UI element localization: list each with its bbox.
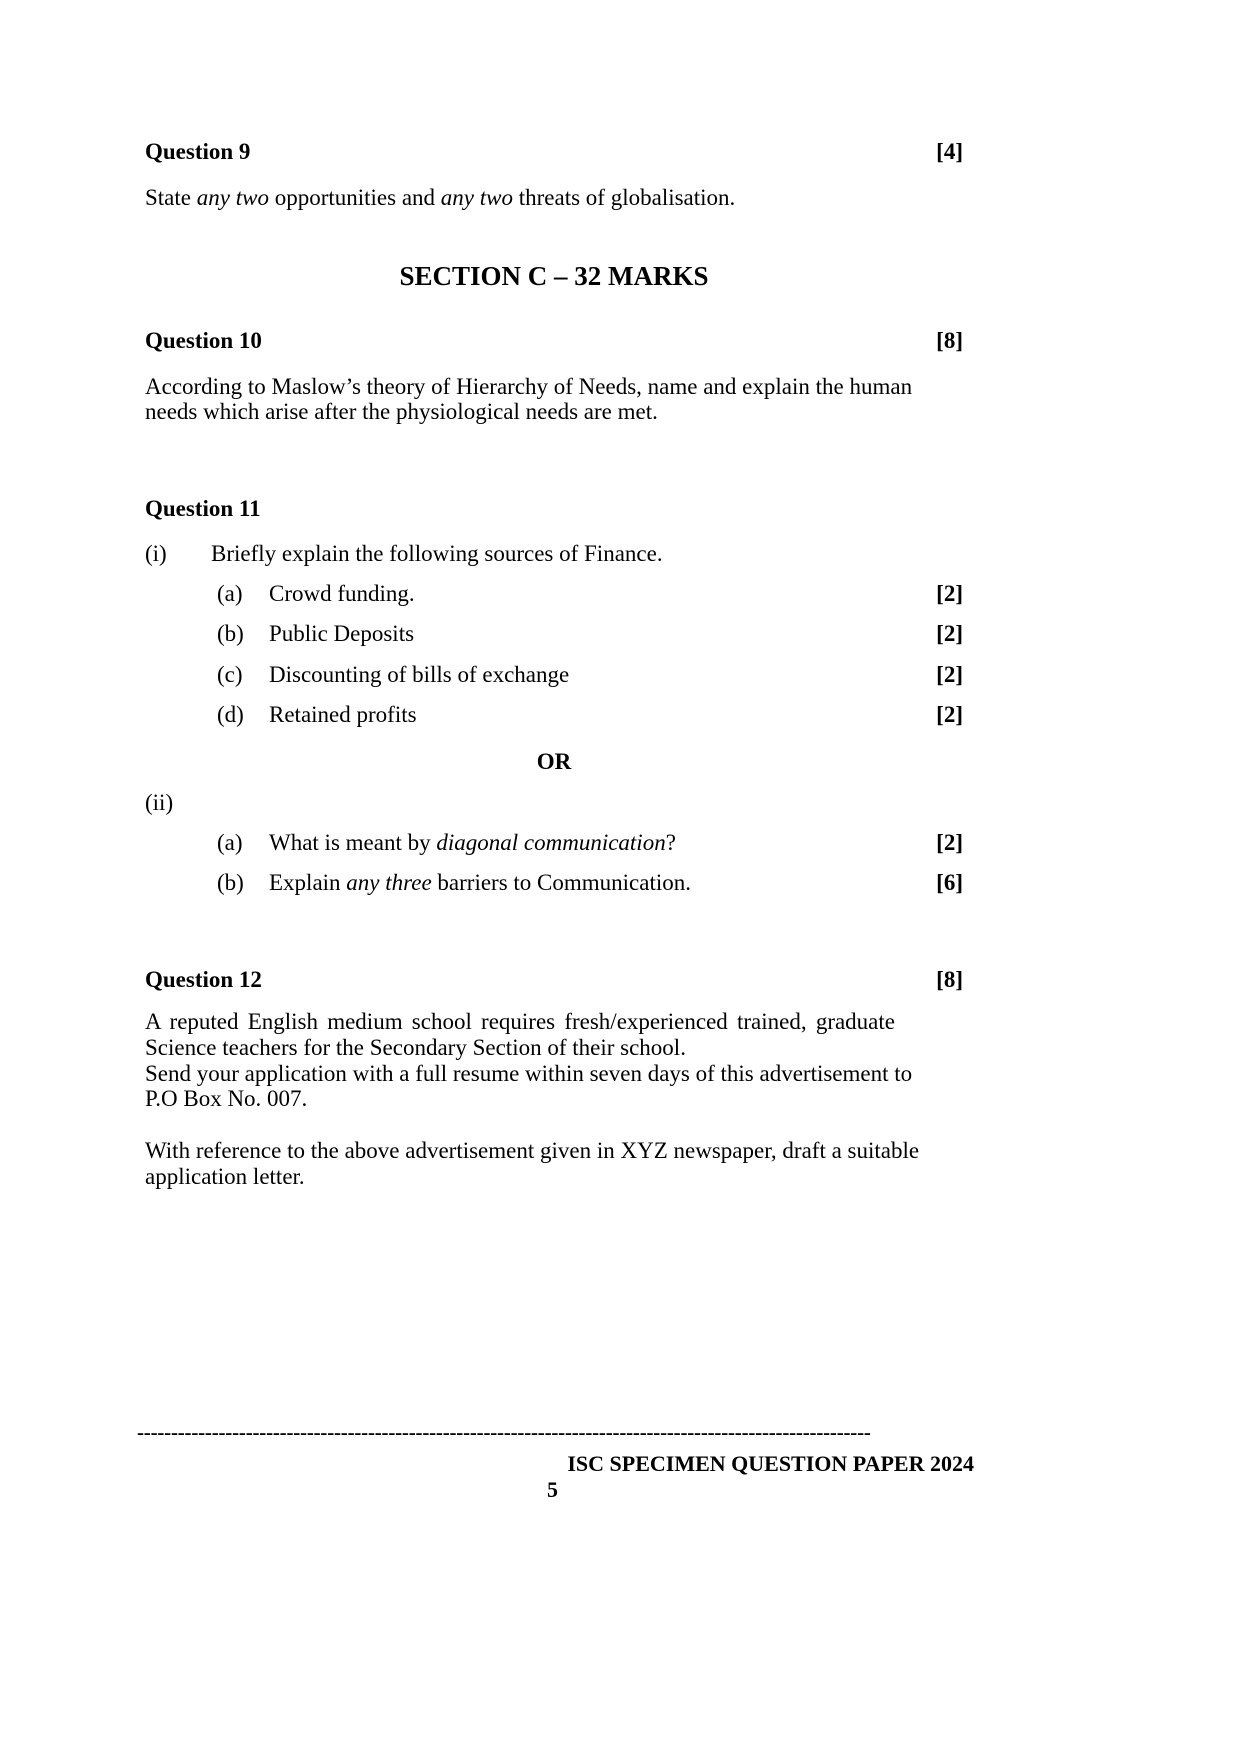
page-number: 5 [547, 1477, 558, 1502]
part-ii-label: (ii) [145, 790, 174, 815]
subitem-marks: [2] [936, 830, 963, 855]
question-10-line-2: needs which arise after the physiological needs are met. [145, 399, 658, 424]
subitem-text: Explain any three barriers to Communication. [269, 870, 692, 895]
question-12-marks: [8] [936, 967, 963, 992]
advertisement-line-4: P.O Box No. 007. [145, 1086, 308, 1111]
question-9-title: Question 9 [145, 139, 251, 164]
question-10-line-1: According to Maslow’s theory of Hierarchy of Needs, name and explain the human [145, 374, 913, 399]
or-divider: OR [536, 749, 572, 774]
subitem-text: Discounting of bills of exchange [269, 662, 570, 687]
question-11-title: Question 11 [145, 496, 261, 521]
subitem-label: (b) [217, 870, 244, 895]
subitem-label: (d) [217, 702, 244, 727]
question-10-marks: [8] [936, 328, 963, 353]
subitem-marks: [6] [936, 870, 963, 895]
part-i-label: (i) [145, 541, 167, 566]
advertisement-line-1: A reputed English medium school requires fresh/experienced trained, graduate [145, 1009, 895, 1034]
subitem-marks: [2] [936, 581, 963, 606]
question-10-title: Question 10 [145, 328, 262, 353]
question-9-marks: [4] [936, 139, 963, 164]
footer-rule: ------------------------------------------------------------------------------------------------------------ [137, 1420, 871, 1444]
subitem-marks: [2] [936, 702, 963, 727]
subitem-text: Retained profits [269, 702, 417, 727]
subitem-marks: [2] [936, 621, 963, 646]
subitem-label: (c) [217, 662, 243, 687]
question-12-title: Question 12 [145, 967, 262, 992]
task-line-2: application letter. [145, 1164, 305, 1189]
question-9-text: State any two opportunities and any two threats of globalisation. [145, 185, 736, 210]
subitem-text: What is meant by diagonal communication? [269, 830, 676, 855]
subitem-text: Public Deposits [269, 621, 415, 646]
subitem-label: (b) [217, 621, 244, 646]
subitem-label: (a) [217, 581, 243, 606]
task-line-1: With reference to the above advertisement given in XYZ newspaper, draft a suitable [145, 1138, 920, 1163]
subitem-marks: [2] [936, 662, 963, 687]
advertisement-line-2: Science teachers for the Secondary Section of their school. [145, 1035, 686, 1060]
advertisement-line-3: Send your application with a full resume within seven days of this advertisement to [145, 1061, 913, 1086]
part-i-text: Briefly explain the following sources of Finance. [211, 541, 663, 566]
section-c-heading: SECTION C – 32 MARKS [399, 261, 709, 291]
subitem-label: (a) [217, 830, 243, 855]
subitem-text: Crowd funding. [269, 581, 415, 606]
footer-paper-title: ISC SPECIMEN QUESTION PAPER 2024 [567, 1451, 974, 1476]
